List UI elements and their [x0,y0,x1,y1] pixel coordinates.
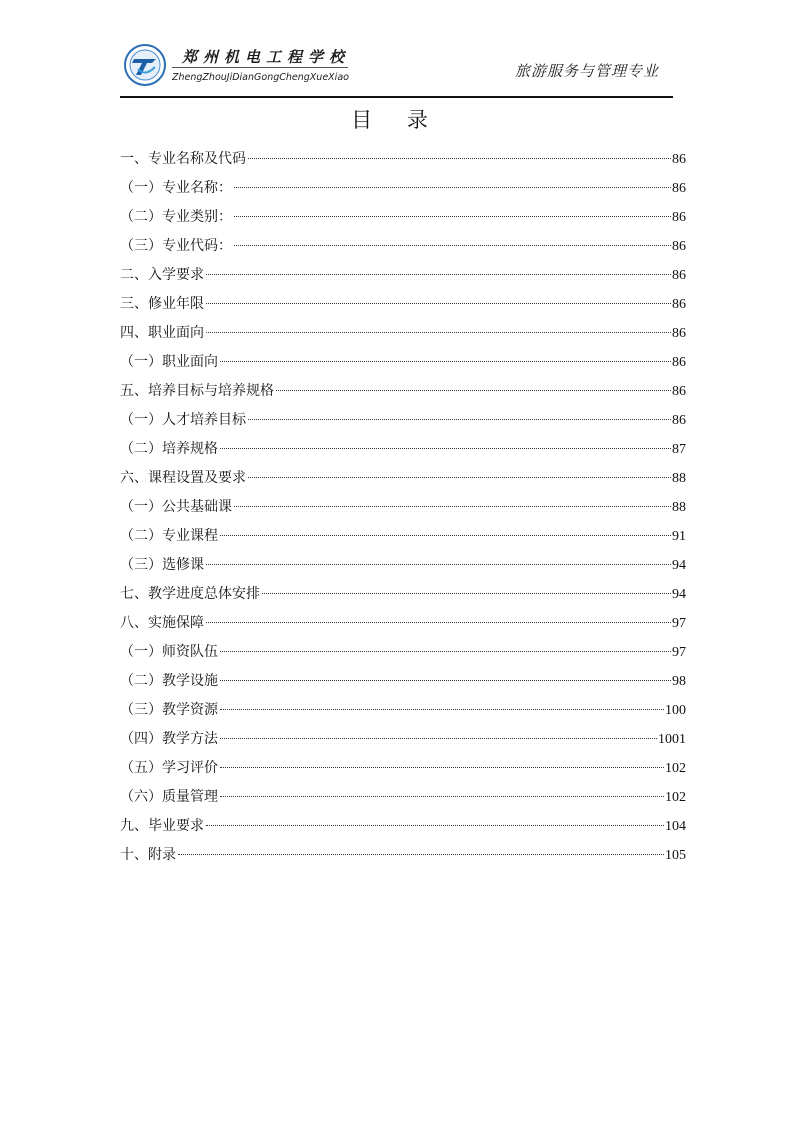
toc-entry-title: （三）选修课 [120,557,204,573]
toc-leader-dots [220,361,671,362]
page-header [120,40,673,98]
toc-entry[interactable] [120,406,686,435]
toc-entry-page: 86 [672,239,686,254]
toc-entry-title: （二）培养规格 [120,441,218,457]
toc-entry-title: （二）专业类别： [120,209,232,225]
toc-entry[interactable] [120,464,686,493]
toc-entry-page: 98 [672,674,686,689]
toc-entry[interactable] [120,783,686,812]
toc-entry-title: （二）教学设施 [120,673,218,689]
toc-entry-title: 六、课程设置及要求 [120,470,246,486]
toc-entry-title: （一）公共基础课 [120,499,232,515]
toc-leader-dots [248,158,671,159]
toc-entry-page: 86 [672,297,686,312]
toc-entry-page: 86 [672,152,686,167]
toc-leader-dots [220,680,671,681]
toc-entry[interactable] [120,667,686,696]
toc-entry-page: 97 [672,645,686,660]
toc-entry-page: 86 [672,210,686,225]
toc-entry[interactable] [120,348,686,377]
toc-leader-dots [220,796,664,797]
toc-entry[interactable] [120,754,686,783]
school-name-cn: 郑州机电工程学校 [182,48,351,66]
toc-entry[interactable] [120,145,686,174]
toc-entry-title: 二、入学要求 [120,267,204,283]
toc-entry[interactable] [120,174,686,203]
toc-title: 目 录 [351,108,442,132]
toc-entry-title: （三）教学资源 [120,702,218,718]
toc-leader-dots [220,535,671,536]
major-label: 旅游服务与管理专业 [514,62,659,80]
toc-leader-dots [234,245,671,246]
toc-leader-dots [206,332,671,333]
toc-entry-title: （一）职业面向 [120,354,218,370]
toc-entry[interactable] [120,261,686,290]
toc-entry-page: 100 [665,703,686,718]
toc-entry[interactable] [120,493,686,522]
toc-leader-dots [234,216,671,217]
toc-leader-dots [248,477,671,478]
toc-leader-dots [234,187,671,188]
toc-entry-page: 86 [672,326,686,341]
toc-entry[interactable] [120,696,686,725]
toc-entry-title: （六）质量管理 [120,789,218,805]
toc-entry[interactable] [120,522,686,551]
toc-entry-page: 104 [665,819,686,834]
toc-entry-title: 一、专业名称及代码 [120,151,246,167]
toc-entry-page: 94 [672,558,686,573]
toc-entry-page: 88 [672,500,686,515]
toc-entry[interactable] [120,203,686,232]
toc-entry-page: 86 [672,355,686,370]
toc-entry[interactable] [120,725,686,754]
toc-leader-dots [276,390,671,391]
toc-entry-page: 97 [672,616,686,631]
school-logo-icon [124,44,166,86]
toc-leader-dots [262,593,671,594]
toc-entry-page: 86 [672,384,686,399]
toc-entry[interactable] [120,841,686,870]
toc-leader-dots [220,767,664,768]
toc-entry-title: 八、实施保障 [120,615,204,631]
toc-entry[interactable] [120,290,686,319]
toc-leader-dots [206,564,671,565]
toc-entry[interactable] [120,812,686,841]
toc-leader-dots [220,448,671,449]
toc-entry-page: 86 [672,268,686,283]
toc-leader-dots [206,622,671,623]
toc-entry-title: 七、教学进度总体安排 [120,586,260,602]
toc-entry-title: 三、修业年限 [120,296,204,312]
toc-entry[interactable] [120,319,686,348]
toc-entry-page: 102 [665,790,686,805]
toc-entry[interactable] [120,551,686,580]
toc-entry[interactable] [120,580,686,609]
toc-leader-dots [206,303,671,304]
toc-entry-title: 五、培养目标与培养规格 [120,383,274,399]
toc-entry-title: 九、毕业要求 [120,818,204,834]
toc-entry-title: （一）师资队伍 [120,644,218,660]
toc-entry-title: （四）教学方法 [120,731,218,747]
toc-entry-page: 87 [672,442,686,457]
toc-entry-title: （三）专业代码： [120,238,232,254]
toc-entry-page: 91 [672,529,686,544]
toc-entry-page: 102 [665,761,686,776]
toc-entry-title: （一）专业名称： [120,180,232,196]
toc-list [120,145,686,870]
toc-leader-dots [220,709,664,710]
toc-entry-page: 86 [672,413,686,428]
toc-entry-page: 94 [672,587,686,602]
toc-entry-page: 1001 [658,732,686,747]
toc-entry-title: （一）人才培养目标 [120,412,246,428]
toc-leader-dots [178,854,664,855]
toc-entry[interactable] [120,638,686,667]
toc-entry[interactable] [120,435,686,464]
toc-entry[interactable] [120,609,686,638]
toc-leader-dots [248,419,671,420]
toc-leader-dots [220,738,657,739]
toc-entry-page: 86 [672,181,686,196]
toc-leader-dots [206,274,671,275]
toc-entry-page: 88 [672,471,686,486]
toc-leader-dots [220,651,671,652]
toc-leader-dots [234,506,671,507]
school-name-en: ZhengZhouJiDianGongChengXueXiao [172,72,349,83]
toc-leader-dots [206,825,664,826]
toc-entry[interactable] [120,377,686,406]
toc-entry-title: （五）学习评价 [120,760,218,776]
toc-entry-page: 105 [665,848,686,863]
toc-entry[interactable] [120,232,686,261]
school-name-divider [172,67,348,68]
toc-entry-title: （二）专业课程 [120,528,218,544]
header-rule [120,96,673,98]
toc-entry-title: 十、附录 [120,847,176,863]
toc-entry-title: 四、职业面向 [120,325,204,341]
